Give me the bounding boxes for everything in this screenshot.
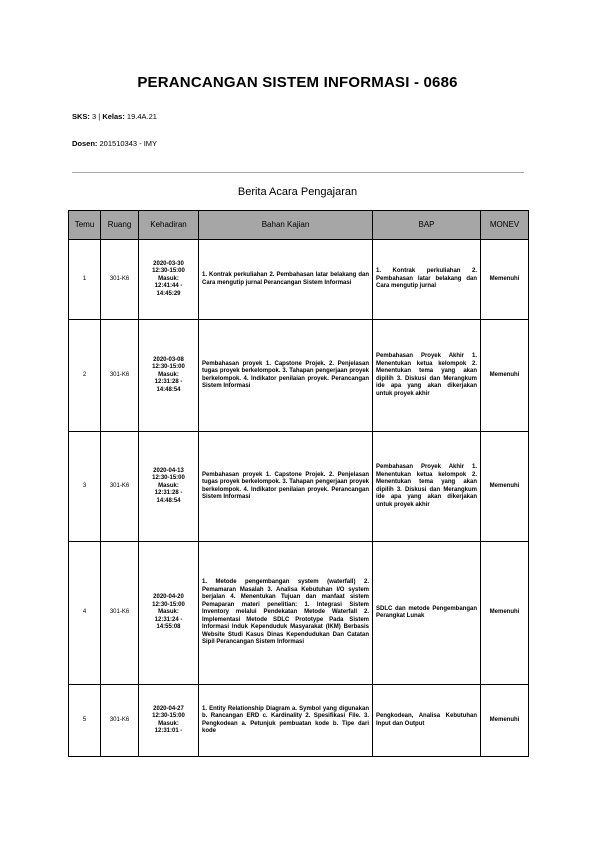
kehadiran-cell [139, 542, 199, 685]
table-row [69, 542, 529, 685]
header-kehadiran: Kehadiran [139, 211, 199, 240]
table-row [69, 320, 529, 432]
temu-cell: 1 [69, 240, 101, 320]
kehadiran-cell [139, 432, 199, 542]
att-masuk: 12:41:44 - [154, 283, 183, 290]
att-time: 12:30-15:00 [152, 601, 185, 608]
temu-cell: 2 [69, 320, 101, 432]
att-masuk: 12:31:24 - [154, 616, 183, 623]
att-masuk: 12:31:28 - [154, 490, 183, 497]
att-date: 2020-04-13 [153, 467, 184, 474]
sks-value: 3 | [92, 112, 103, 121]
att-keluar: 14:48:54 [156, 386, 181, 393]
att-time: 12:30-15:00 [152, 268, 185, 275]
att-keluar: 14:45:29 [156, 290, 181, 297]
monev-cell: Memenuhi [481, 240, 529, 320]
att-date: 2020-04-27 [153, 705, 184, 712]
header-ruang: Ruang [101, 211, 139, 240]
sks-label: SKS: [72, 112, 90, 121]
divider [72, 172, 524, 173]
bahan-kajian-cell: 1. Kontrak perkuliahan 2. Pembahasan latar belakang dan Cara mengutip jurnal Perancangan Sistem Informasi [199, 240, 373, 320]
table-row [69, 432, 529, 542]
att-date: 2020-04-20 [153, 594, 184, 601]
table-row [69, 685, 529, 757]
att-keluar: 14:48:54 [156, 497, 181, 504]
att-masuk-label: Masuk: [158, 482, 179, 489]
monev-cell: Memenuhi [481, 320, 529, 432]
course-meta-sks-kelas [72, 112, 157, 121]
monev-cell: Memenuhi [481, 685, 529, 757]
att-masuk-label: Masuk: [158, 275, 179, 282]
dosen-label: Dosen: [72, 139, 98, 148]
bap-cell: Pembahasan Proyek Akhir 1. Menentukan ketua kelompok 2. Menentukan tema yang akan dipilih 3. Diskusi dan Merangkum ide apa yang akan dikerjakan untuk proyek akhir [373, 320, 481, 432]
att-keluar: 14:55:08 [156, 624, 181, 631]
ruang-cell: 301-K6 [101, 685, 139, 757]
monev-cell: Memenuhi [481, 432, 529, 542]
table-header-row [69, 211, 529, 240]
att-masuk: 12:31:01 - [154, 728, 183, 734]
kehadiran-cell [139, 320, 199, 432]
att-masuk-label: Masuk: [158, 371, 179, 378]
bap-cell: Pembahasan Proyek Akhir 1. Menentukan ketua kelompok 2. Menentukan tema yang akan dipilih 3. Diskusi dan Merangkum ide apa yang akan dikerjakan untuk proyek akhir [373, 432, 481, 542]
att-date: 2020-03-30 [153, 260, 184, 267]
table-row [69, 240, 529, 320]
dosen-value: 201510343 - IMY [99, 139, 158, 148]
ruang-cell: 301-K6 [101, 320, 139, 432]
header-temu: Temu [69, 211, 101, 240]
bahan-kajian-cell: Pembahasan proyek 1. Capstone Projek. 2. Penjelasan tugas proyek berkelompok. 3. Tahapan pengerjaan proyek berkelompok. 4. Indikator penilaian proyek. Perancangan Sistem Informasi [199, 320, 373, 432]
kehadiran-cell [139, 240, 199, 320]
course-meta-dosen [72, 139, 157, 148]
ruang-cell: 301-K6 [101, 240, 139, 320]
bap-cell: SDLC dan metode Pengembangan Perangkat Lunak [373, 542, 481, 685]
page-title: PERANCANGAN SISTEM INFORMASI - 0686 [137, 74, 458, 91]
section-title: Berita Acara Pengajaran [237, 186, 358, 198]
ruang-cell: 301-K6 [101, 432, 139, 542]
kehadiran-cell [139, 685, 199, 757]
att-masuk-label: Masuk: [158, 609, 179, 616]
att-time: 12:30-15:00 [152, 713, 185, 719]
att-time: 12:30-15:00 [152, 475, 185, 482]
temu-cell: 5 [69, 685, 101, 757]
bap-cell: 1. Kontrak perkuliahan 2. Pembahasan latar belakang dan Cara mengutip jurnal [373, 240, 481, 320]
temu-cell: 4 [69, 542, 101, 685]
bahan-kajian-cell: 1. Metode pengembangan system (waterfall) 2. Pemamaran Masalah 3. Analisa Kebutuhan I/O system berjalan 4. Menentukan Tujuan dan manfaat sistem Pemaparan materi penelitian: 1. Integrasi Sistem Inventory melalui Pendekatan Metode Waterfall 2. Implementasi Metode SDLC Prototype Pada Sistem Informasi Induk Kependuduk Masyarakat (IKM) Berbasis Website Studi Kasus Dinas Kependudukan Dan Catatan Sipil Perancangan Sistem Informasi [199, 542, 373, 685]
kelas-value: 19.4A.21 [126, 112, 157, 121]
bap-cell: Pengkodean, Analisa Kebutuhan Input dan Output [373, 685, 481, 757]
header-monev: MONEV [481, 211, 529, 240]
att-time: 12:30-15:00 [152, 364, 185, 371]
header-bahan-kajian: Bahan Kajian [199, 211, 373, 240]
monev-cell: Memenuhi [481, 542, 529, 685]
temu-cell: 3 [69, 432, 101, 542]
ruang-cell: 301-K6 [101, 542, 139, 685]
bap-table [68, 210, 529, 757]
bahan-kajian-cell: Pembahasan proyek 1. Capstone Projek. 2. Penjelasan tugas proyek berkelompok. 3. Tahapan pengerjaan proyek berkelompok. 4. Indikator penilaian proyek. Perancangan Sistem Informasi [199, 432, 373, 542]
att-date: 2020-03-08 [153, 356, 184, 363]
att-masuk: 12:31:28 - [154, 379, 183, 386]
bahan-kajian-cell: 1. Entity Relationship Diagram a. Symbol yang digunakan b. Rancangan ERD c. Kardinality 2. Spesifikasi File. 3. Pengkodean a. Petunjuk pembuatan kode b. Tipe dari kode [199, 685, 373, 757]
header-bap: BAP [373, 211, 481, 240]
kelas-label: Kelas: [102, 112, 125, 121]
att-masuk-label: Masuk: [158, 720, 179, 727]
